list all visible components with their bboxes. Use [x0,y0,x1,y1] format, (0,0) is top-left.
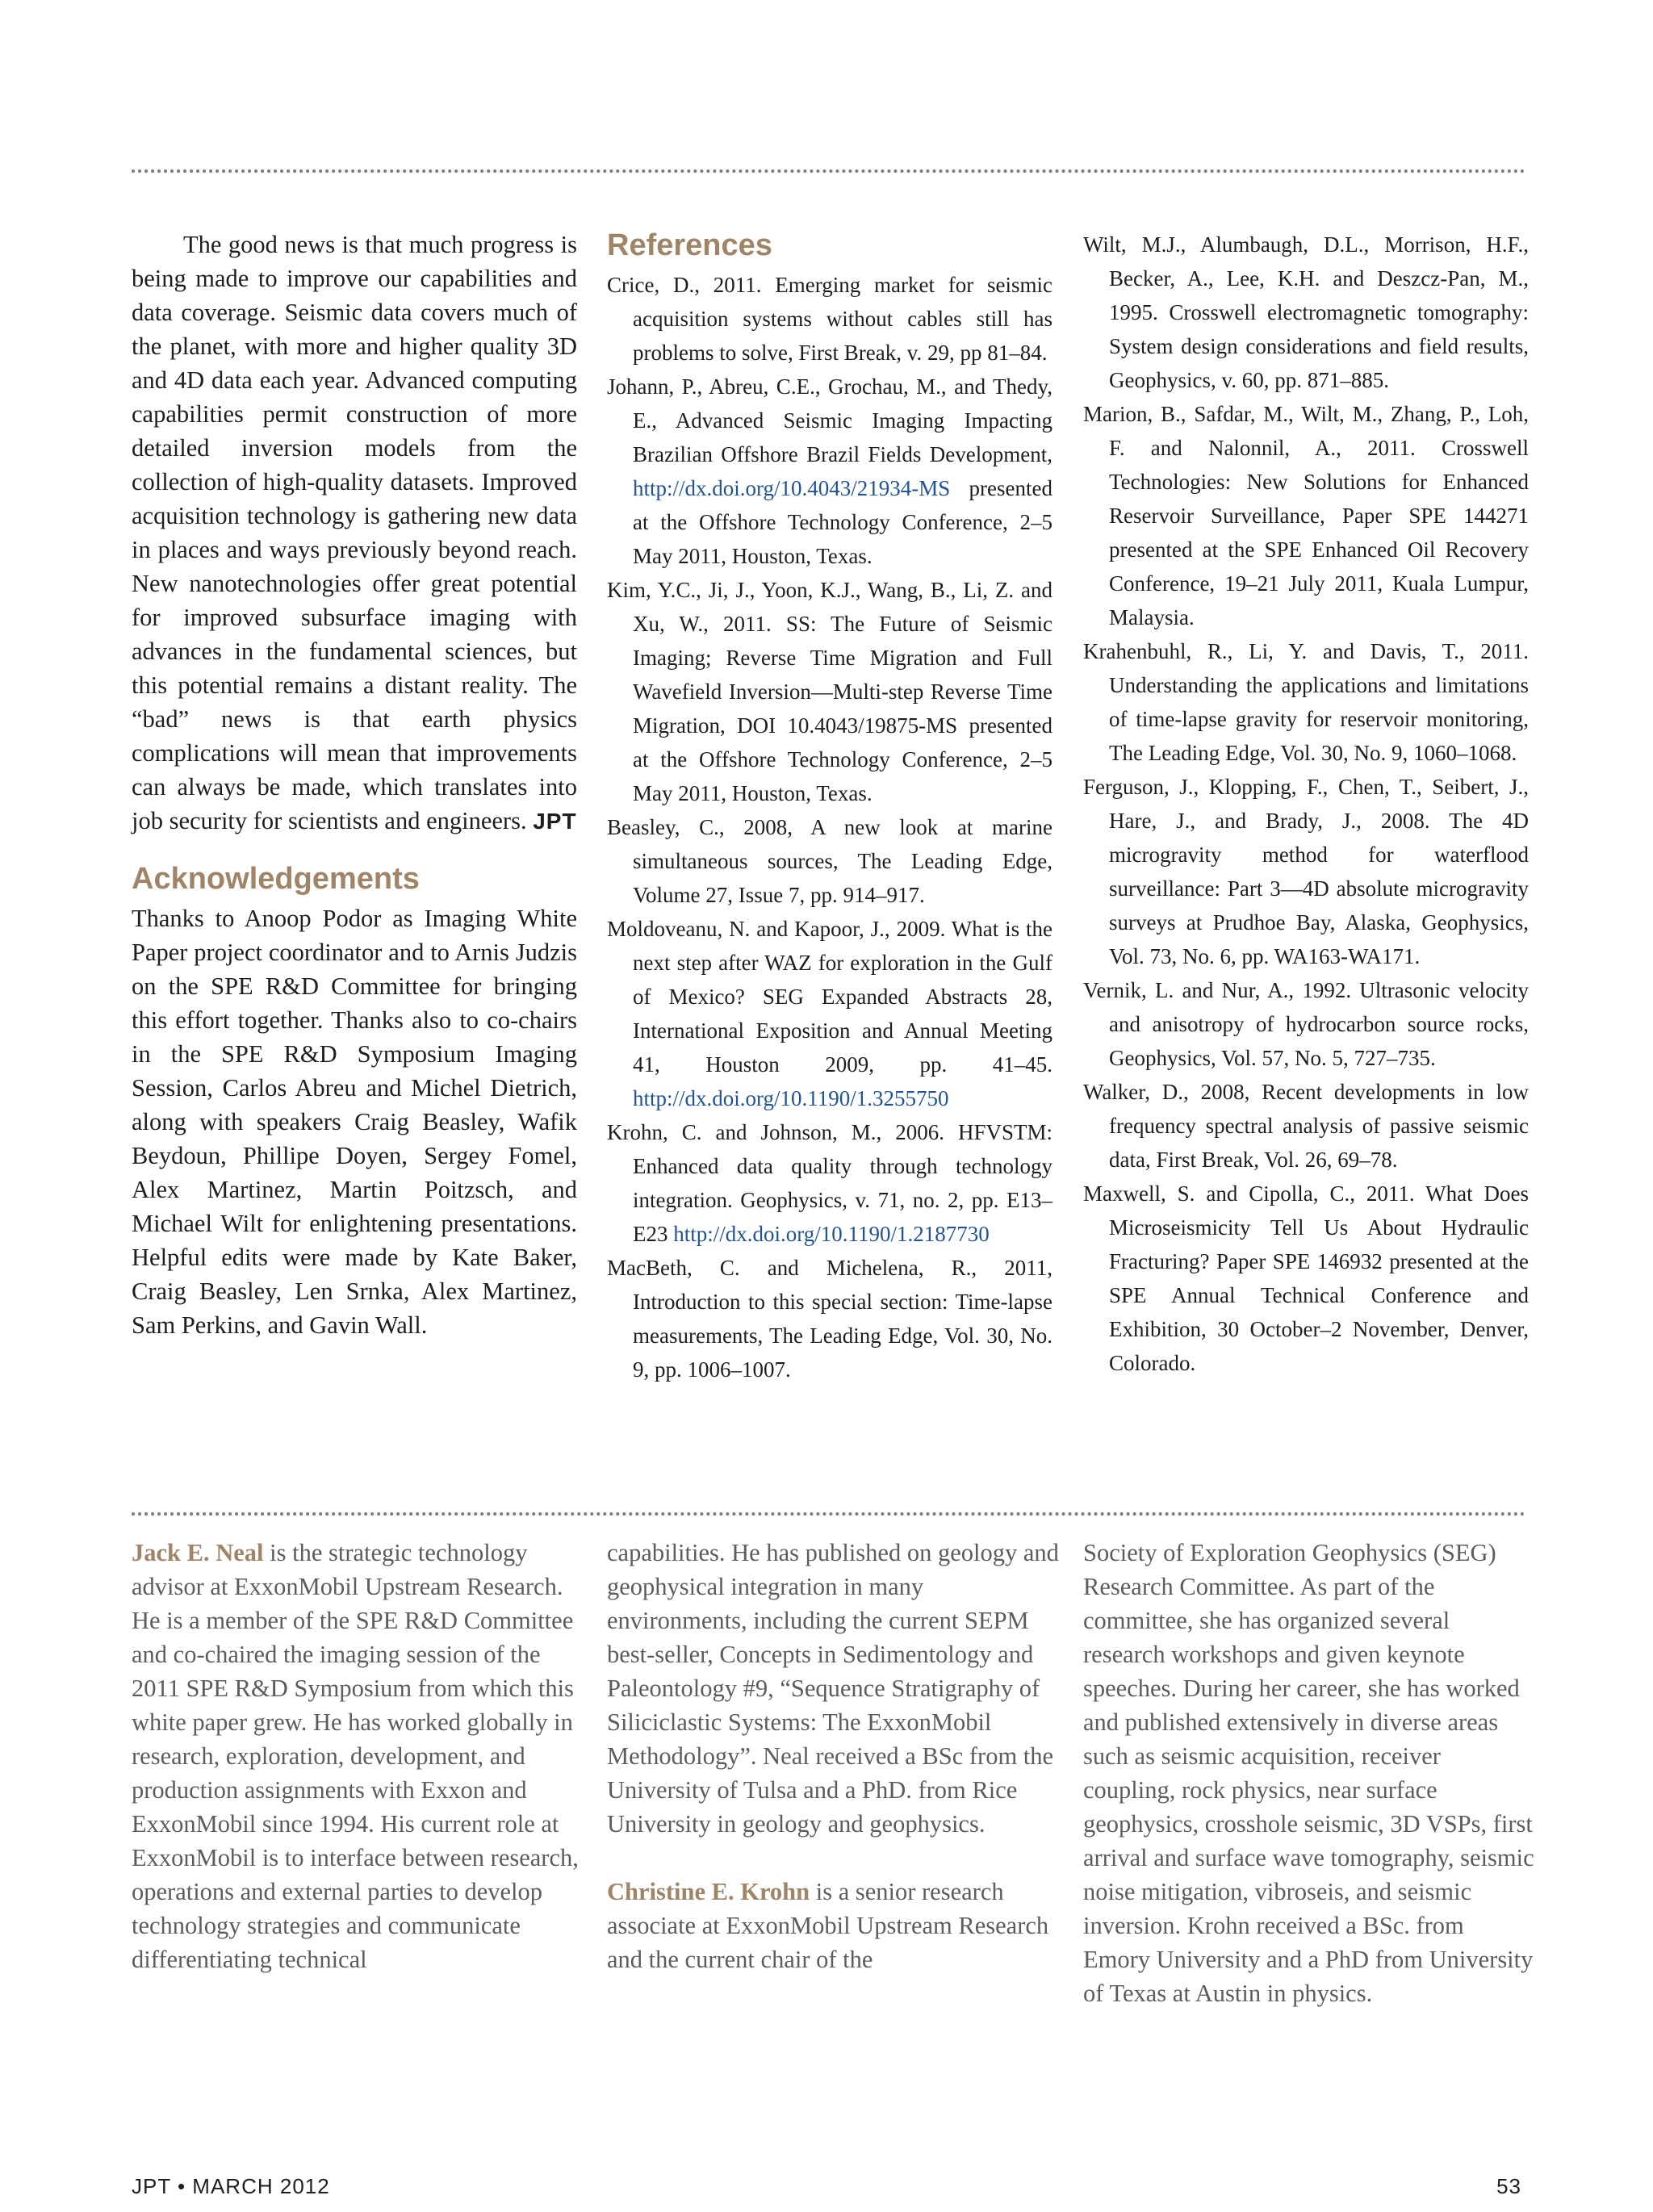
reference-text: Maxwell, S. and Cipolla, C., 2011. What Does Microseismicity Tell Us About Hydraulic Fracturing? Paper SPE 146932 presented at the SPE Annual Technical Conference and Exhibition, 30 October–2 November, Denver, Colorado. [1083,1181,1529,1375]
reference-item [607,573,1052,810]
reference-text: Wilt, M.J., Alumbaugh, D.L., Morrison, H.F., Becker, A., Lee, K.H. and Deszcz-Pan, M., 1995. Crosswell electromagnetic tomography: System design considerations and field results, Geophysics, v. 60, pp. 871–885. [1083,232,1529,392]
reference-item [607,370,1052,573]
reference-link[interactable]: http://dx.doi.org/10.1190/1.2187730 [673,1222,990,1246]
reference-text: Krohn, C. and Johnson, M., 2006. HFVSTM: Enhanced data quality through technology integration. Geophysics, v. 71, no. 2, pp. E13–E23 [607,1120,1052,1246]
reference-item [1083,228,1529,397]
page-number: 53 [1496,2174,1521,2198]
reference-item [1083,397,1529,634]
reference-list-2 [1083,228,1529,1380]
bio-column-3 [1083,1536,1535,2010]
reference-item [607,1251,1052,1386]
reference-link[interactable]: http://dx.doi.org/10.1190/1.3255750 [633,1086,949,1110]
reference-text: Kim, Y.C., Ji, J., Yoon, K.J., Wang, B., Li, Z. and Xu, W., 2011. SS: The Future of Seismic Imaging; Reverse Time Migration and Full Wavefield Inversion—Multi-step Reverse Time Migration, DOI 10.4043/19875-MS presented at the Offshore Technology Conference, 2–5 May 2011, Houston, Texas. [607,578,1052,805]
reference-text: Beasley, C., 2008, A new look at marine simultaneous sources, The Leading Edge, Volume 27, Issue 7, pp. 914–917. [607,815,1052,907]
jpt-end-mark: JPT [533,809,577,834]
references-column-2 [1083,228,1529,1380]
reference-item [1083,770,1529,973]
reference-text: Vernik, L. and Nur, A., 1992. Ultrasonic velocity and anisotropy of hydrocarbon source rocks, Geophysics, Vol. 57, No. 5, 727–735. [1083,978,1529,1070]
reference-text: Crice, D., 2011. Emerging market for seismic acquisition systems without cables still has problems to solve, First Break, v. 29, pp 81–84. [607,273,1052,365]
reference-item [1083,973,1529,1075]
page-footer [132,2174,1521,2202]
conclusion-paragraph [132,228,577,838]
reference-item [1083,1075,1529,1177]
conclusion-text: The good news is that much progress is being made to improve our capabilities and data coverage. Seismic data covers much of the planet, with more and higher quality 3D and 4D data each year. Advanced computing capabilities permit construction of more detailed inversion models from the collection of high-quality datasets. Improved acquisition technology is gathering new data in places and ways previously beyond reach. New nanotechnologies offer great potential for improved subsurface imaging with advances in the fundamental sciences, but this potential remains a distant reality. The “bad” news is that earth physics complications will mean that improvements can always be made, which translates into job security for scientists and engineers. [132,231,577,834]
reference-text: Ferguson, J., Klopping, F., Chen, T., Seibert, J., Hare, J., and Brady, J., 2008. The 4D microgravity method for waterflood surveillance: Part 3—4D absolute microgravity surveys at Prudhoe Bay, Alaska, Geophysics, Vol. 73, No. 6, pp. WA163-WA171. [1083,775,1529,968]
neal-bio-part-1 [132,1536,584,1976]
reference-item [607,268,1052,370]
middle-dotted-rule [132,1512,1525,1516]
krohn-bio-text-1: is a senior research associate at ExxonMobil Upstream Research and the current chair of the [607,1878,1049,1973]
reference-text-tail: presented at the Offshore Technology Conference, 2–5 May 2011, Houston, Texas. [633,476,1052,568]
bio-column-2 [607,1536,1059,1976]
reference-item [1083,634,1529,770]
footer-publication: JPT • MARCH 2012 [132,2174,330,2198]
reference-item [607,912,1052,1115]
neal-bio-text-1: is the strategic technology advisor at ExxonMobil Upstream Research. He is a member of the SPE R&D Committee and co-chaired the imaging session of the 2011 SPE R&D Symposium from which this white paper grew. He has worked globally in research, exploration, development, and production assignments with Exxon and ExxonMobil since 1994. His current role at ExxonMobil is to interface between research, operations and external parties to develop technology strategies and communicate differentiating technical [132,1539,579,1973]
krohn-name: Christine E. Krohn [607,1878,810,1905]
acknowledgements-heading: Acknowledgements [132,862,420,896]
reference-text: MacBeth, C. and Michelena, R., 2011, Introduction to this special section: Time-lapse measurements, The Leading Edge, Vol. 30, No. 9, pp. 1006–1007. [607,1256,1052,1382]
top-dotted-rule [132,169,1525,173]
reference-item [607,810,1052,912]
reference-text: Moldoveanu, N. and Kapoor, J., 2009. What is the next step after WAZ for exploration in the Gulf of Mexico? SEG Expanded Abstracts 28, International Exposition and Annual Meeting 41, Houston 2009, pp. 41–45. [607,917,1052,1077]
main-text-column [132,228,577,1342]
reference-text: Krahenbuhl, R., Li, Y. and Davis, T., 2011. Understanding the applications and limitations of time-lapse gravity for reservoir monitoring, The Leading Edge, Vol. 30, No. 9, 1060–1068. [1083,639,1529,765]
reference-link[interactable]: http://dx.doi.org/10.4043/21934-MS [633,476,951,500]
references-heading: References [607,228,772,262]
reference-text: Marion, B., Safdar, M., Wilt, M., Zhang, P., Loh, F. and Nalonnil, A., 2011. Crosswell Technologies: New Solutions for Enhanced Reservoir Surveillance, Paper SPE 144271 presented at the SPE Enhanced Oil Recovery Conference, 19–21 July 2011, Kuala Lumpur, Malaysia. [1083,402,1529,629]
reference-list-1 [607,268,1052,1386]
krohn-bio-part-1 [607,1875,1059,1976]
reference-item [607,1115,1052,1251]
reference-item [1083,1177,1529,1380]
reference-text: Johann, P., Abreu, C.E., Grochau, M., and Thedy, E., Advanced Seismic Imaging Impacting Brazilian Offshore Brazil Fields Development, [607,374,1052,466]
neal-bio-part-2: capabilities. He has published on geology and geophysical integration in many environments, including the current SEPM best-seller, Concepts in Sedimentology and Paleontology #9, “Sequence Stratigraphy of Siliciclastic Systems: The ExxonMobil Methodology”. Neal received a BSc from the University of Tulsa and a PhD. from Rice University in geology and geophysics. [607,1539,1059,1838]
reference-text: Walker, D., 2008, Recent developments in low frequency spectral analysis of passive seismic data, First Break, Vol. 26, 69–78. [1083,1080,1529,1172]
bio-column-1 [132,1536,584,1976]
krohn-bio-part-2: Society of Exploration Geophysics (SEG) Research Committee. As part of the committee, she has organized several research workshops and given keynote speeches. During her career, she has worked and published extensively in diverse areas such as seismic acquisition, receiver coupling, rock physics, near surface geophysics, crosshole seismic, 3D VSPs, first arrival and surface wave tomography, seismic noise mitigation, vibroseis, and seismic inversion. Krohn received a BSc. from Emory University and a PhD from University of Texas at Austin in physics. [1083,1539,1534,2007]
neal-name: Jack E. Neal [132,1539,264,1566]
references-column-1 [607,228,1052,1386]
acknowledgements-text: Thanks to Anoop Podor as Imaging White Paper project coordinator and to Arnis Judzis on the SPE R&D Committee for bringing this effort together. Thanks also to co-chairs in the SPE R&D Symposium Imaging Session, Carlos Abreu and Michel Dietrich, along with speakers Craig Beasley, Wafik Beydoun, Phillipe Doyen, Sergey Fomel, Alex Martinez, Martin Poitzsch, and Michael Wilt for enlightening presentations. Helpful edits were made by Kate Baker, Craig Beasley, Len Srnka, Alex Martinez, Sam Perkins, and Gavin Wall. [132,905,577,1339]
